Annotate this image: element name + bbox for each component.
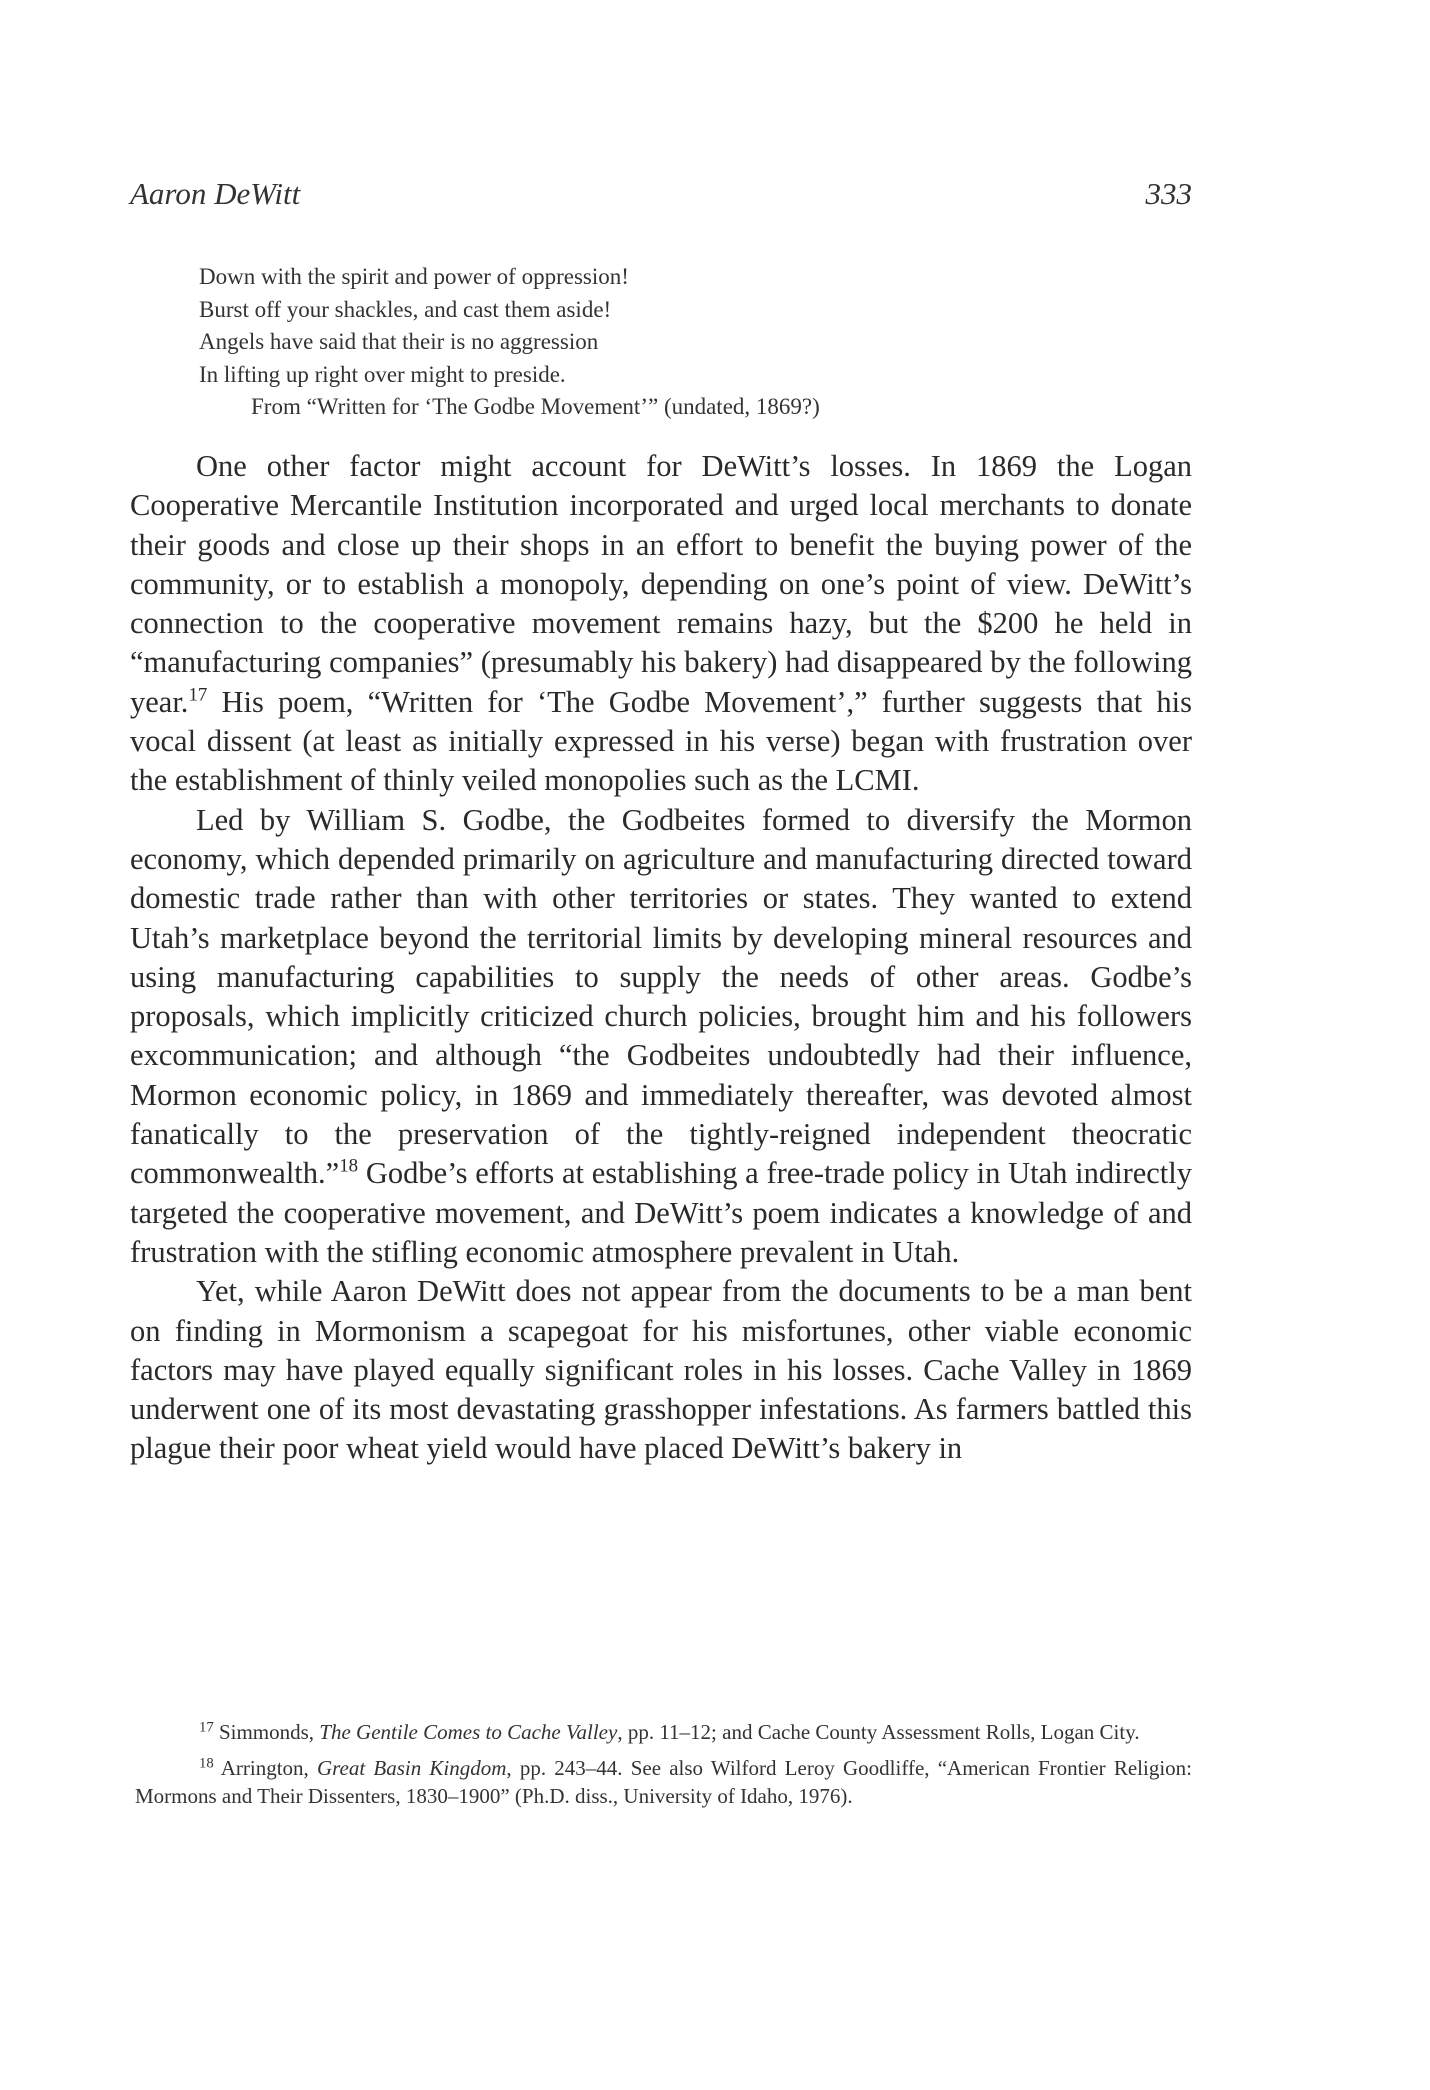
running-head-author: Aaron DeWitt: [130, 176, 301, 211]
footnote-reference[interactable]: 18: [339, 1156, 359, 1177]
footnote-author: Arrington,: [220, 1755, 317, 1780]
footnotes: [135, 1718, 1192, 1818]
footnote-text: , pp. 243–44. See also Wilford Leroy Goodliffe, “American Frontier Religion: Mormons and Their Dissenters, 1830–1900” (Ph.D. diss., University of Idaho, 1976).: [135, 1755, 1193, 1808]
footnote-title: The Gentile Comes to Cache Valley: [319, 1720, 618, 1744]
paragraph-text: One other factor might account for DeWitt’s losses. In 1869 the Logan Cooperative Mercantile Institution incorporated and urged local merchants to donate their goods and close up their shops in an effort to benefit the buying power of the community, or to establish a monopoly, depending on one’s point of view. DeWitt’s connection to the cooperative movement remains hazy, but the $200 he held in “manufacturing companies” (presumably his bakery) had disappeared by the following year.: [130, 449, 1192, 719]
paragraph: [130, 1272, 1192, 1468]
poem-line: In lifting up right over might to preside.: [199, 361, 566, 387]
paragraph: [130, 447, 1192, 801]
footnote-17: [135, 1718, 1192, 1747]
poem-epigraph: [199, 261, 1099, 424]
page-number: 333: [1145, 176, 1192, 211]
footnote-18: [135, 1754, 1192, 1811]
footnote-number: 18: [199, 1755, 214, 1772]
paragraph: [130, 801, 1192, 1273]
footnote-reference[interactable]: 17: [188, 684, 208, 706]
body-text: [130, 447, 1192, 1469]
poem-line: Burst off your shackles, and cast them aside!: [199, 296, 612, 322]
paragraph-text: His poem, “Written for ‘The Godbe Movement’,” further suggests that his vocal dissent (at least as initially expressed in his verse) began with frustration over the establishment of thinly veiled monopolies such as the LCMI.: [130, 684, 1192, 798]
poem-line: Angels have said that their is no aggression: [199, 329, 599, 354]
running-head: [130, 176, 1192, 220]
poem-line: Down with the spirit and power of oppression!: [199, 264, 629, 289]
footnote-text: , pp. 11–12; and Cache County Assessment Rolls, Logan City.: [617, 1720, 1140, 1744]
paragraph-text: Led by William S. Godbe, the Godbeites formed to diversify the Mormon economy, which depended primarily on agriculture and manufacturing directed toward domestic trade rather than with other territories or states. They wanted to extend Utah’s marketplace beyond the territorial limits by developing mineral resources and using manufacturing capabilities to supply the needs of other areas. Godbe’s proposals, which implicitly criticized church policies, brought him and his followers excommunication; and although “the Godbeites undoubtedly had their influence, Mormon economic policy, in 1869 and immediately thereafter, was devoted almost fanatically to the preservation of the tightly-reigned independent theocratic commonwealth.”: [130, 802, 1192, 1191]
paragraph-text: Yet, while Aaron DeWitt does not appear from the documents to be a man bent on finding in Mormonism a scapegoat for his misfortunes, other viable economic factors may have played equally significant roles in his losses. Cache Valley in 1869 underwent one of its most devastating grasshopper infestations. As farmers battled this plague their poor wheat yield would have placed DeWitt’s bakery in: [130, 1274, 1192, 1466]
paragraph-text: Godbe’s efforts at establishing a free-trade policy in Utah indirectly targeted the cooperative movement, and DeWitt’s poem indicates a knowledge of and frustration with the stifling economic atmosphere prevalent in Utah.: [130, 1156, 1192, 1269]
footnote-author: Simmonds,: [218, 1720, 320, 1744]
poem-source: From “Written for ‘The Godbe Movement’” (undated, 1869?): [251, 394, 820, 419]
footnote-title: Great Basin Kingdom: [316, 1755, 507, 1780]
footnote-number: 17: [199, 1719, 214, 1736]
